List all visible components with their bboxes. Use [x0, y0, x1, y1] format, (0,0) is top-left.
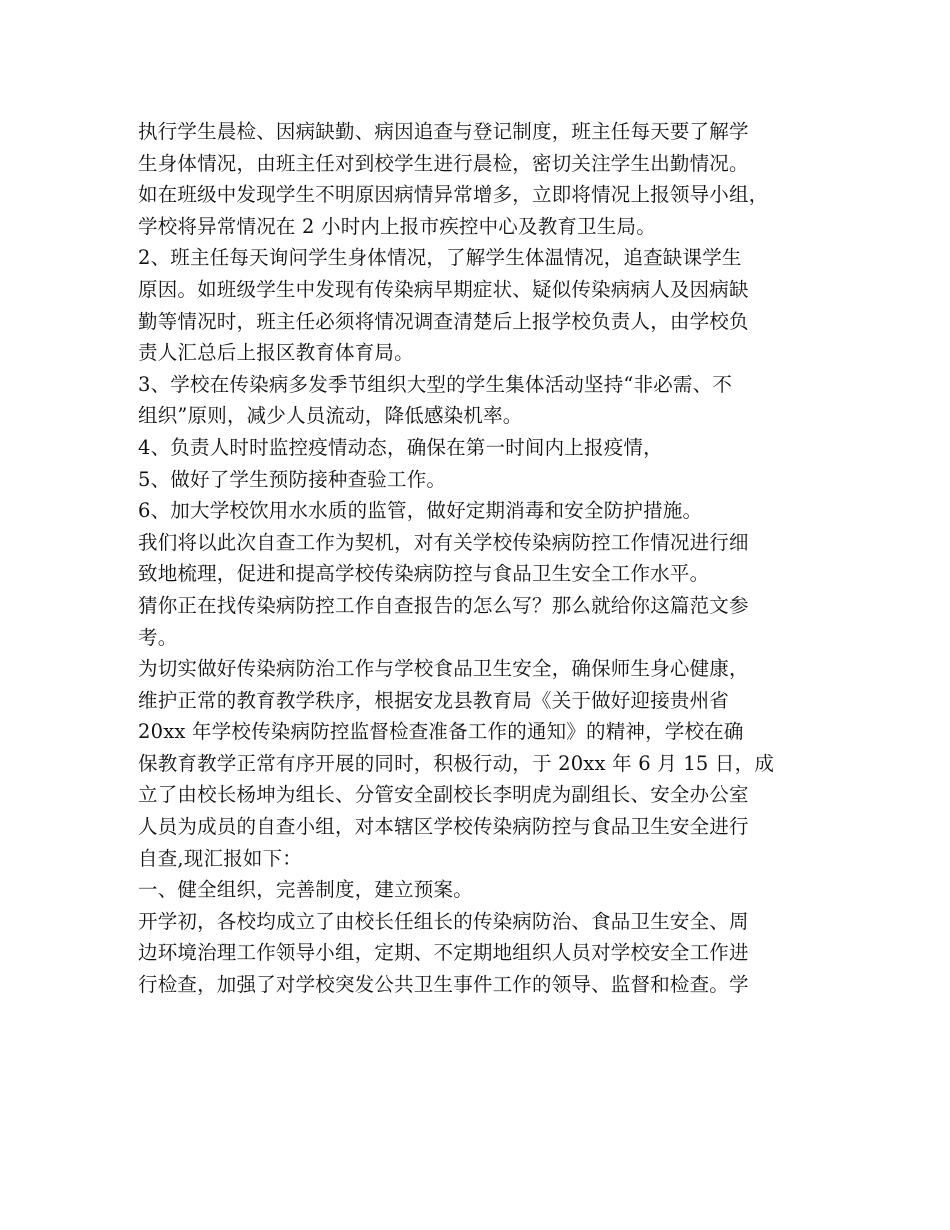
text-line: 一、健全组织，完善制度，建立预案。: [138, 878, 473, 902]
text-line: 保教育教学正常有序开展的同时，积极行动，于 20xx 年 6 月 15 日，成: [138, 751, 775, 775]
text-line: 边环境治理工作领导小组，定期、不定期地组织人员对学校安全工作进: [138, 941, 749, 965]
text-line: 3、学校在传染病多发季节组织大型的学生集体活动坚持“非必需、不: [138, 372, 733, 396]
text-line: 学校将异常情况在 2 小时内上报市疾控中心及教育卫生局。: [138, 214, 656, 238]
text-line: 行检查，加强了对学校突发公共卫生事件工作的领导、监督和检查。学: [138, 973, 749, 997]
text-line: 4、负责人时时监控疫情动态，确保在第一时间内上报疫情，: [138, 435, 663, 459]
text-line: 猜你正在找传染病防控工作自查报告的怎么写？那么就给你这篇范文参: [138, 593, 749, 617]
text-line: 如在班级中发现学生不明原因病情异常增多，立即将情况上报领导小组，: [138, 183, 769, 207]
text-line: 为切实做好传染病防治工作与学校食品卫生安全，确保师生身心健康，: [138, 657, 749, 681]
text-line: 20xx 年学校传染病防控监督检查准备工作的通知》的精神，学校在确: [138, 720, 744, 744]
text-line: 生身体情况，由班主任对到校学生进行晨检，密切关注学生出勤情况。: [138, 151, 749, 175]
text-line: 原因。如班级学生中发现有传染病早期症状、疑似传染病病人及因病缺: [138, 277, 749, 301]
text-line: 立了由校长杨坤为组长、分管安全副校长李明虎为副组长、安全办公室: [138, 783, 749, 807]
text-line: 人员为成员的自查小组，对本辖区学校传染病防控与食品卫生安全进行: [138, 815, 749, 839]
text-line: 致地梳理，促进和提高学校传染病防控与食品卫生安全工作水平。: [138, 562, 710, 586]
text-line: 自查,现汇报如下：: [138, 846, 302, 870]
text-line: 考。: [138, 625, 178, 649]
text-line: 维护正常的教育教学秩序，根据安龙县教育局《关于做好迎接贵州省: [138, 688, 730, 712]
text-line: 执行学生晨检、因病缺勤、病因追查与登记制度，班主任每天要了解学: [138, 120, 749, 143]
document-body: [138, 116, 818, 1001]
text-line: 6、加大学校饮用水水质的监管，做好定期消毒和安全防护措施。: [138, 499, 703, 523]
text-line: 开学初，各校均成立了由校长任组长的传染病防治、食品卫生安全、周: [138, 909, 749, 933]
text-line: 责人汇总后上报区教育体育局。: [138, 341, 414, 365]
text-line: 我们将以此次自查工作为契机，对有关学校传染病防控工作情况进行细: [138, 530, 749, 554]
text-line: 组织”原则，减少人员流动，降低感染机率。: [138, 404, 523, 428]
text-line: 5、做好了学生预防接种查验工作。: [138, 467, 447, 491]
text-line: 2、班主任每天询问学生身体情况，了解学生体温情况，追查缺课学生: [138, 246, 742, 270]
text-line: 勤等情况时，班主任必须将情况调查清楚后上报学校负责人，由学校负: [138, 309, 749, 333]
